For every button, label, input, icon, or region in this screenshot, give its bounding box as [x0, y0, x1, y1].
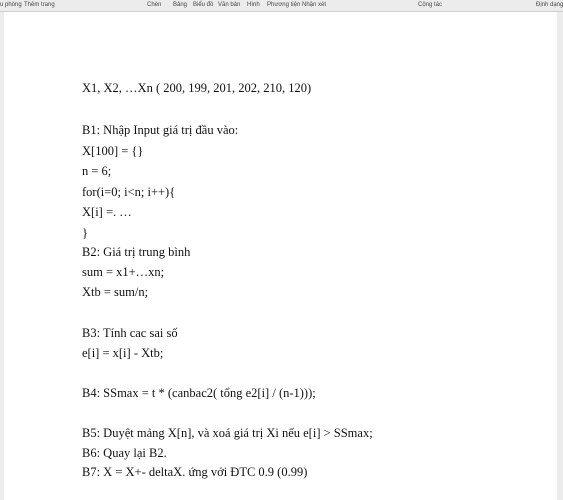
document-line: n = 6;: [82, 164, 112, 178]
toolbar-item-table[interactable]: Bảng: [173, 2, 188, 8]
document-line: X[100] = {}: [82, 144, 144, 158]
app-toolbar: [0, 0, 563, 12]
toolbar-item-comment[interactable]: Nhận xét: [302, 2, 327, 8]
toolbar-item-insert[interactable]: Chèn: [147, 2, 162, 8]
canvas-background: [557, 12, 563, 500]
document-line: sum = x1+…xn;: [82, 265, 165, 279]
toolbar-item-add-page[interactable]: Thêm trang: [24, 2, 55, 8]
document-line: B7: X = X+- deltaX. ứng với ĐTC 0.9 (0.99): [82, 465, 308, 479]
document-line: X[i] =. …: [82, 205, 132, 219]
toolbar-item-text[interactable]: Văn bản: [218, 2, 241, 8]
document-line: B3: Tính cac sai số: [82, 326, 178, 340]
document-line: B6: Quay lại B2.: [82, 446, 167, 460]
document-line: for(i=0; i<n; i++){: [82, 185, 176, 199]
document-line: B4: SSmax = t * (canbac2( tổng e2[i] / (n-1)));: [82, 386, 316, 400]
toolbar-item-collaborate[interactable]: Cộng tác: [418, 2, 443, 8]
document-line: Xtb = sum/n;: [82, 285, 149, 299]
document-line: e[i] = x[i] - Xtb;: [82, 346, 164, 360]
toolbar-item-shape[interactable]: Hình: [247, 2, 260, 8]
toolbar-item-media[interactable]: Phương tiện: [267, 2, 301, 8]
toolbar-item-format[interactable]: Định dạng: [536, 2, 563, 8]
document-line: B2: Giá trị trung bình: [82, 245, 191, 259]
document-line: }: [82, 226, 88, 240]
toolbar-item-chart[interactable]: Biểu đồ: [193, 2, 214, 8]
document-line: B5: Duyệt mảng X[n], và xoá giá trị Xi nếu e[i] > SSmax;: [82, 426, 373, 440]
document-line: X1, X2, …Xn ( 200, 199, 201, 202, 210, 120): [82, 81, 312, 95]
document-line: B1: Nhập Input giá trị đầu vào:: [82, 123, 239, 137]
toolbar-item-zoom[interactable]: u phòng: [0, 2, 22, 8]
